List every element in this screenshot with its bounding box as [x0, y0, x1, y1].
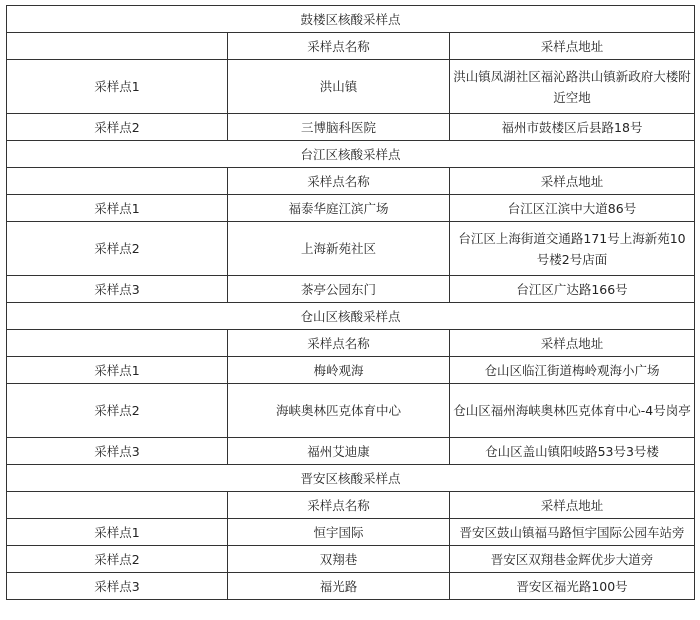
table-row [7, 195, 695, 222]
site-id: 采样点1 [7, 519, 228, 546]
table-row [7, 384, 695, 438]
column-header-row [7, 492, 695, 519]
table-row [7, 357, 695, 384]
header-blank-cell [7, 492, 228, 519]
site-id: 采样点3 [7, 276, 228, 303]
header-site-name: 采样点名称 [228, 492, 450, 519]
column-header-row [7, 33, 695, 60]
site-name: 洪山镇 [228, 60, 450, 114]
table-row [7, 519, 695, 546]
site-name: 福州艾迪康 [228, 438, 450, 465]
site-name: 福泰华庭江滨广场 [228, 195, 450, 222]
site-address: 台江区江滨中大道86号 [450, 195, 695, 222]
header-blank-cell [7, 330, 228, 357]
district-title: 台江区核酸采样点 [7, 141, 695, 168]
header-site-address: 采样点地址 [450, 168, 695, 195]
site-name: 双翔巷 [228, 546, 450, 573]
site-address: 仓山区福州海峡奥林匹克体育中心-4号岗亭 [450, 384, 695, 438]
column-header-row [7, 168, 695, 195]
site-address: 仓山区盖山镇阳岐路53号3号楼 [450, 438, 695, 465]
header-site-name: 采样点名称 [228, 330, 450, 357]
district-title: 鼓楼区核酸采样点 [7, 6, 695, 33]
site-id: 采样点1 [7, 357, 228, 384]
site-id: 采样点1 [7, 195, 228, 222]
header-site-name: 采样点名称 [228, 168, 450, 195]
site-name: 恒宇国际 [228, 519, 450, 546]
site-name: 梅岭观海 [228, 357, 450, 384]
district-title: 晋安区核酸采样点 [7, 465, 695, 492]
district-title-row [7, 465, 695, 492]
header-blank-cell [7, 33, 228, 60]
site-address: 仓山区临江街道梅岭观海小广场 [450, 357, 695, 384]
site-address: 晋安区双翔巷金辉优步大道旁 [450, 546, 695, 573]
table-row [7, 222, 695, 276]
site-name: 三博脑科医院 [228, 114, 450, 141]
site-id: 采样点2 [7, 546, 228, 573]
table-row [7, 276, 695, 303]
site-address: 台江区广达路166号 [450, 276, 695, 303]
header-site-address: 采样点地址 [450, 33, 695, 60]
site-address: 洪山镇凤湖社区福沁路洪山镇新政府大楼附近空地 [450, 60, 695, 114]
column-header-row [7, 330, 695, 357]
district-title-row [7, 141, 695, 168]
site-name: 福光路 [228, 573, 450, 600]
site-address: 晋安区鼓山镇福马路恒宇国际公园车站旁 [450, 519, 695, 546]
table-row [7, 114, 695, 141]
sampling-sites-table [6, 5, 695, 600]
header-site-address: 采样点地址 [450, 492, 695, 519]
site-name: 上海新苑社区 [228, 222, 450, 276]
site-id: 采样点3 [7, 438, 228, 465]
header-site-address: 采样点地址 [450, 330, 695, 357]
site-id: 采样点2 [7, 222, 228, 276]
site-name: 海峡奥林匹克体育中心 [228, 384, 450, 438]
site-address: 福州市鼓楼区后县路18号 [450, 114, 695, 141]
table-row [7, 60, 695, 114]
table-row [7, 573, 695, 600]
header-blank-cell [7, 168, 228, 195]
site-id: 采样点2 [7, 384, 228, 438]
site-id: 采样点3 [7, 573, 228, 600]
site-name: 茶亭公园东门 [228, 276, 450, 303]
site-id: 采样点1 [7, 60, 228, 114]
site-address: 晋安区福光路100号 [450, 573, 695, 600]
table-row [7, 546, 695, 573]
table-row [7, 438, 695, 465]
site-id: 采样点2 [7, 114, 228, 141]
header-site-name: 采样点名称 [228, 33, 450, 60]
district-title: 仓山区核酸采样点 [7, 303, 695, 330]
district-title-row [7, 6, 695, 33]
site-address: 台江区上海街道交通路171号上海新苑10号楼2号店面 [450, 222, 695, 276]
district-title-row [7, 303, 695, 330]
